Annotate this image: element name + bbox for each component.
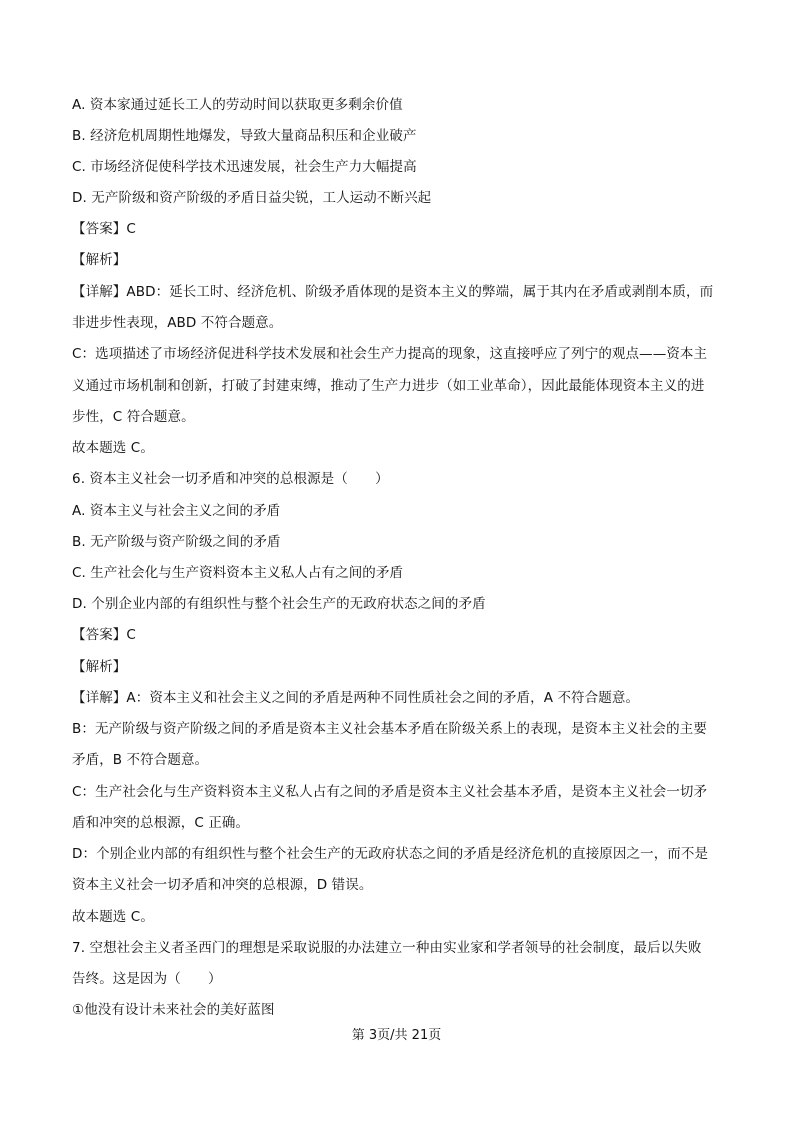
conclusion-text: 故本题选 C。 (72, 909, 154, 925)
detail-text: 【详解】ABD：延长工时、经济危机、阶级矛盾体现的是资本主义的弊端，属于其内在矛盾或剥削本质，而 (72, 284, 714, 300)
answer-label: 【答案】C (72, 627, 136, 643)
option-b-line: B. 经济危机周期性地爆发，导致大量商品积压和企业破产 (72, 128, 417, 144)
detail-text: D：个别企业内部的有组织性与整个社会生产的无政府状态之间的矛盾是经济危机的直接原因之一，而不是 (72, 846, 709, 862)
page-number-footer: 第 3页/共 21页 (351, 1028, 442, 1043)
option-1-line: ①他没有设计未来社会的美好蓝图 (72, 1002, 275, 1018)
answer-label: 【答案】C (72, 221, 136, 237)
analysis-label: 【解析】 (72, 252, 127, 268)
question-7-stem: 7. 空想社会主义者圣西门的理想是采取说服的办法建立一种由实业家和学者领导的社会制度，最后以失败 (72, 940, 702, 956)
option-d-line: D. 个别企业内部的有组织性与整个社会生产的无政府状态之间的矛盾 (72, 596, 486, 612)
detail-text: 盾和冲突的总根源，C 正确。 (72, 815, 250, 831)
question-6-stem: 6. 资本主义社会一切矛盾和冲突的总根源是（ ） (72, 471, 389, 487)
analysis-label: 【解析】 (72, 659, 127, 675)
detail-text: 非进步性表现，ABD 不符合题意。 (72, 315, 283, 331)
option-b-line: B. 无产阶级与资产阶级之间的矛盾 (72, 534, 281, 550)
detail-text: 步性，C 符合题意。 (72, 409, 195, 425)
option-a-line: A. 资本主义与社会主义之间的矛盾 (72, 503, 281, 519)
option-c-line: C. 生产社会化与生产资料资本主义私人占有之间的矛盾 (72, 565, 404, 581)
question-7-stem: 告终。这是因为（ ） (72, 971, 222, 987)
option-d-line: D. 无产阶级和资产阶级的矛盾日益尖锐，工人运动不断兴起 (72, 190, 432, 206)
detail-text: 义通过市场机制和创新，打破了封建束缚，推动了生产力进步（如工业革命），因此最能体现资本主义的进 (72, 378, 705, 394)
option-c-line: C. 市场经济促使科学技术迅速发展，社会生产力大幅提高 (72, 159, 417, 175)
detail-text: 【详解】A：资本主义和社会主义之间的矛盾是两种不同性质社会之间的矛盾，A 不符合题意。 (72, 690, 640, 706)
conclusion-text: 故本题选 C。 (72, 440, 154, 456)
option-a-line: A. 资本家通过延长工人的劳动时间以获取更多剩余价值 (72, 97, 403, 113)
detail-text: C：选项描述了市场经济促进科学技术发展和社会生产力提高的现象，这直接呼应了列宁的观点——资本主 (72, 346, 708, 362)
detail-text: 资本主义社会一切矛盾和冲突的总根源，D 错误。 (72, 877, 373, 893)
detail-text: B：无产阶级与资产阶级之间的矛盾是资本主义社会基本矛盾在阶级关系上的表现，是资本主义社会的主要 (72, 721, 707, 737)
detail-text: C：生产社会化与生产资料资本主义私人占有之间的矛盾是资本主义社会基本矛盾，是资本主义社会一切矛 (72, 784, 708, 800)
detail-text: 矛盾，B 不符合题意。 (72, 752, 209, 768)
